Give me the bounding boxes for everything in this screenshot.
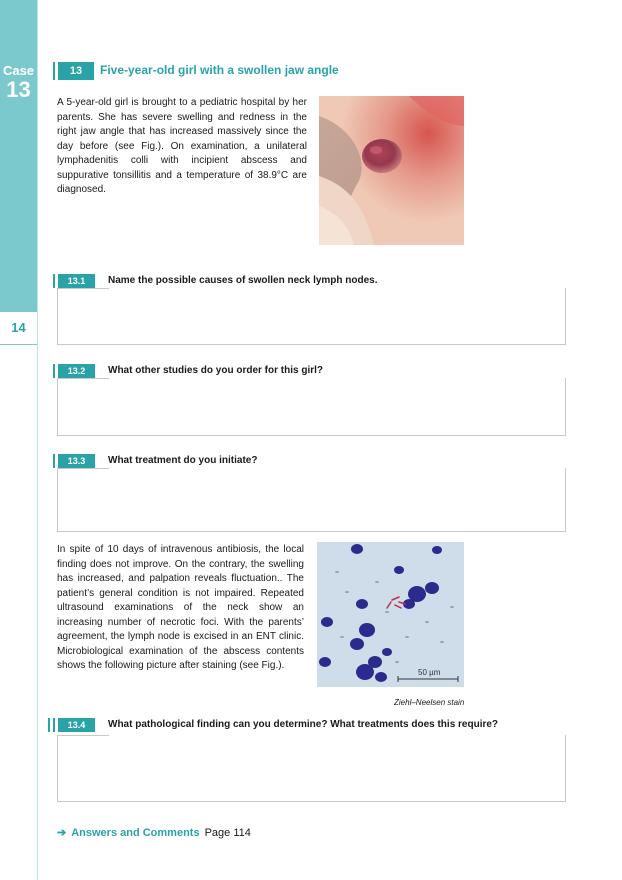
case-number: 13	[6, 77, 31, 102]
question-text: Name the possible causes of swollen neck lymph nodes.	[108, 275, 378, 286]
arrow-right-icon: ➔	[57, 827, 67, 839]
margin-line	[37, 0, 38, 880]
answers-page-ref: Page 114	[204, 827, 251, 839]
question-text: What pathological finding can you determine? What treatments does this require?	[108, 719, 499, 730]
case-title-number: 13	[58, 62, 94, 80]
sidebar-case-tab	[0, 0, 37, 312]
question-number: 13.4	[58, 718, 95, 732]
answer-box[interactable]	[57, 288, 566, 345]
title-marker	[53, 62, 55, 80]
case-title: Five-year-old girl with a swollen jaw angle	[100, 63, 339, 77]
question-marker	[53, 454, 55, 468]
answer-box[interactable]	[57, 735, 566, 802]
question-marker	[53, 364, 55, 378]
question-number: 13.1	[58, 274, 95, 288]
question-marker	[48, 718, 50, 732]
answers-link[interactable]: Answers and Comments	[71, 827, 200, 839]
question-text: What treatment do you initiate?	[108, 455, 258, 466]
question-text: What other studies do you order for this girl?	[108, 365, 324, 376]
scale-bar-label: 50 µm	[418, 668, 441, 677]
sidebar	[0, 0, 37, 880]
question-number: 13.2	[58, 364, 95, 378]
page-number-divider	[0, 344, 37, 345]
microscopy-image	[317, 542, 464, 687]
answers-reference[interactable]	[57, 826, 251, 839]
answer-box[interactable]	[57, 468, 566, 532]
answer-box[interactable]	[57, 378, 566, 436]
page-number: 14	[11, 320, 26, 335]
case-followup-text: In spite of 10 days of intravenous antibiosis, the local finding does not improve. On the contrary, the swelling has increased, and palpation reveals fluctuation.. The patient’s general condition is not impaired. Repeated ultrasound examinations of the neck show an increasing number of necrotic foci. With the parents’ agreement, the lymph node is excised in an ENT clinic. Microbiological examination of the abscess contents shows the following picture after staining (see Fig.).	[57, 544, 304, 671]
case-label: Case	[2, 63, 35, 78]
question-marker	[53, 274, 55, 288]
clinical-photo	[319, 96, 464, 245]
question-number: 13.3	[58, 454, 95, 468]
figure-caption: Ziehl–Neelsen stain	[394, 698, 465, 707]
case-intro-text: A 5-year-old girl is brought to a pediatric hospital by her parents. She has severe swelling and redness in the right jaw angle that has increased massively since the day before (see Fig.). On examination, a unilateral lymphadenitis colli with incipient abscess and suppurative tonsillitis and a temperature of 38.9°C are diagnosed.	[57, 97, 307, 195]
question-marker	[53, 718, 55, 732]
